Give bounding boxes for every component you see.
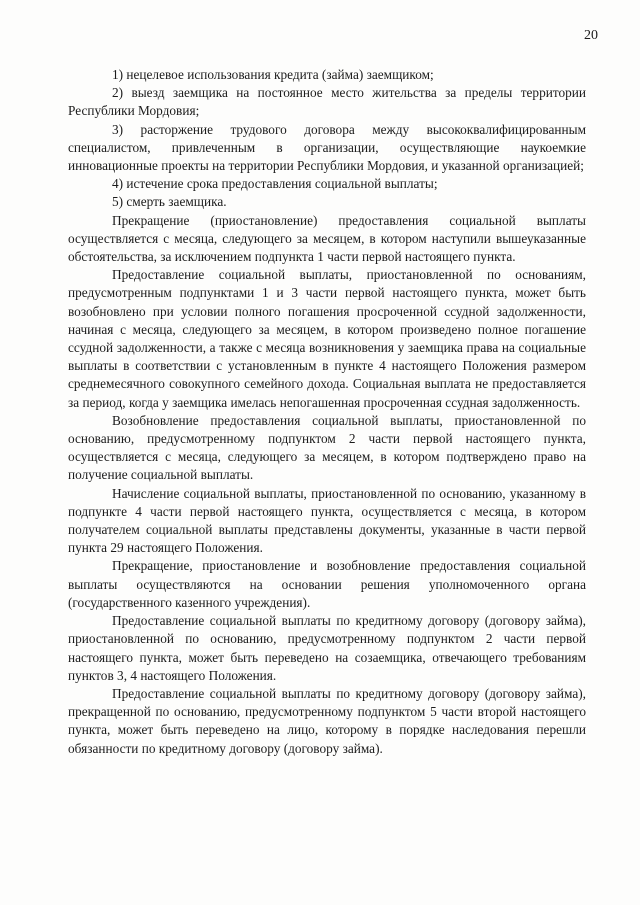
list-item: 1) нецелевое использования кредита (займа) заемщиком; <box>112 67 434 82</box>
paragraph: Начисление социальной выплаты, приостановленной по основанию, указанному в подпункте 4 части первой настоящего пункта, осуществляется с месяца, в котором получателем социальной выплаты представлены документы, указанные в части первой пункта 29 настоящего Положения. <box>68 485 586 556</box>
paragraph: Предоставление социальной выплаты, приостановленной по основаниям, предусмотренным подпунктами 1 и 3 части первой настоящего пункта, может быть возобновлено при условии полного погашения просроченной ссудной задолженности, начиная с месяца, следующего за месяцем, в котором произведено полное погашение ссудной задолженности, а также с месяца возникновения у заемщика права на социальные выплаты в соответствии с установленным в пункте 4 настоящего Положения размером среднемесячного совокупного семейного дохода. Социальная выплата не предоставляется за период, когда у заемщика имелась непогашенная просроченная ссудная задолженность. <box>68 267 586 410</box>
paragraph: Прекращение (приостановление) предоставления социальной выплаты осуществляется с месяца, следующего за месяцем, в котором наступили вышеуказанные обстоятельства, за исключением подпункта 1 части первой настоящего пункта. <box>68 212 586 265</box>
list-item: 5) смерть заемщика. <box>112 194 227 210</box>
list-item: 2) выезд заемщика на постоянное место жительства за пределы территории Республики Мордовия; <box>68 85 586 119</box>
list-item: 4) истечение срока предоставления социальной выплаты; <box>112 176 438 192</box>
paragraph: Прекращение, приостановление и возобновление предоставления социальной выплаты осуществляются на основании решения уполномоченного органа (государственного казенного учреждения). <box>68 558 586 610</box>
document-body <box>68 66 586 758</box>
page-number: 20 <box>584 28 598 43</box>
paragraph: Предоставление социальной выплаты по кредитному договору (договору займа), прекращенной по основанию, предусмотренному подпунктом 5 части второй настоящего пункта, может быть переведено на лицо, которому в порядке наследования перешли обязанности по кредитному договору (договору займа). <box>68 685 586 756</box>
paragraph: Предоставление социальной выплаты по кредитному договору (договору займа), приостановленной по основанию, предусмотренному подпунктом 2 части первой настоящего пункта, может быть переведено на созаемщика, отвечающего требованиям пунктов 3, 4 настоящего Положения. <box>68 613 586 683</box>
paragraph: Возобновление предоставления социальной выплаты, приостановленной по основанию, предусмотренному подпунктом 2 части первой настоящего пункта, осуществляется с месяца, следующего за месяцем, в котором подтверждено право на получение социальной выплаты. <box>68 412 586 483</box>
list-item: 3) расторжение трудового договора между высококвалифицированным специалистом, привлеченным в организации, осуществляющие наукоемкие инновационные проекты на территории Республики Мордовия, и указанной организацией; <box>68 121 586 174</box>
